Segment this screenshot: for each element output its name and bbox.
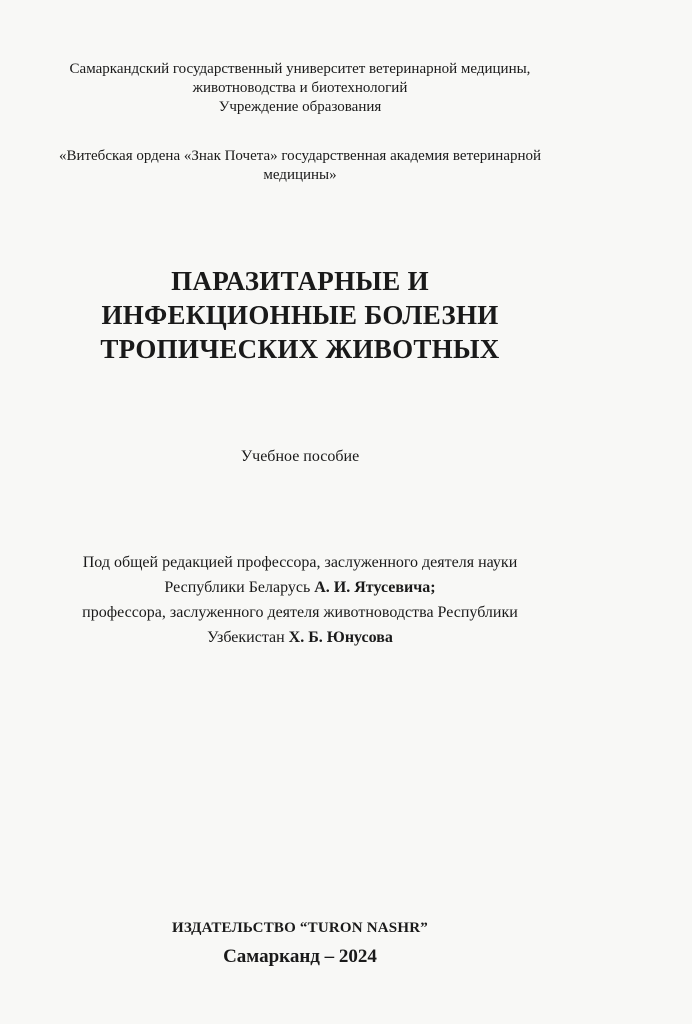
academy-line-2: медицины» <box>263 167 337 183</box>
editor-2-name: Х. Б. Юнусова <box>288 629 393 646</box>
editor-1-name: А. И. Ятусевича; <box>314 579 436 596</box>
book-subtitle: Учебное пособие <box>240 448 360 465</box>
editors-block <box>0 550 600 650</box>
book-title <box>0 264 600 366</box>
institution-line-3: Учреждение образования <box>218 99 382 115</box>
editors-line-2 <box>0 575 600 600</box>
editors-line-2-prefix: Республики Беларусь <box>164 579 315 596</box>
book-title-line-2: ИНФЕКЦИОННЫЕ БОЛЕЗНИ <box>101 300 499 330</box>
book-title-line-1: ПАРАЗИТАРНЫЕ И <box>171 266 429 296</box>
editors-line-4 <box>0 625 600 650</box>
institution-line-1: Самаркандский государственный университет ветеринарной медицины, <box>69 61 531 77</box>
book-title-line-3: ТРОПИЧЕСКИХ ЖИВОТНЫХ <box>100 334 500 364</box>
editors-line-3: профессора, заслуженного деятеля животноводства Республики <box>82 604 518 621</box>
editors-line-1: Под общей редакцией профессора, заслуженного деятеля науки <box>82 554 518 571</box>
publisher-name: ИЗДАТЕЛЬСТВО “TURON NASHR” <box>172 920 428 936</box>
academy-header <box>0 147 600 185</box>
editors-line-4-prefix: Узбекистан <box>207 629 289 646</box>
publisher-block <box>0 915 600 970</box>
institution-line-2: животноводства и биотехнологий <box>192 80 408 96</box>
academy-line-1: «Витебская ордена «Знак Почета» государственная академия ветеринарной <box>58 148 542 164</box>
institution-header <box>0 60 600 117</box>
publisher-city-year: Самарканд – 2024 <box>223 946 377 967</box>
